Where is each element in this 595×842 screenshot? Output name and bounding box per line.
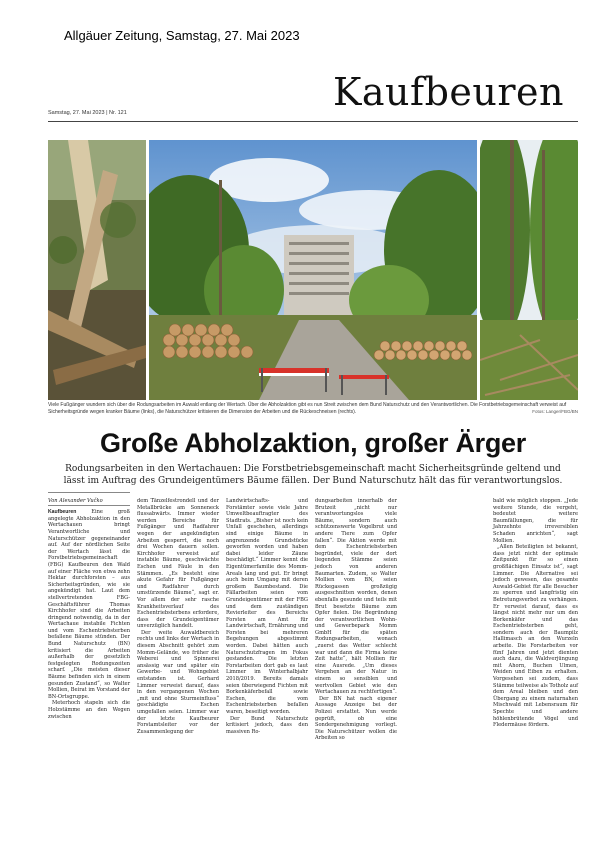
article-paragraph: Der Bund Naturschutz kritisiert jedoch, dass den massiven Ro- [226,715,308,735]
article-column-5 [493,498,578,729]
article-lead-location: Kaufbeuren [48,509,77,516]
photo-strip [48,140,578,400]
source-line: Allgäuer Zeitung, Samstag, 27. Mai 2023 [64,28,300,43]
article-paragraph: dungsarbeiten innerhalb der Brutzeit „nicht nur verantwortungslos viele Bäume, sondern auch schützenswerte Vogelbrut und andere Tiere zum Opfer fallen“. Die Aktion werde mit dem Eschentriebsterben begründet, viele der dort liegenden Stämme seien jedoch von anderen Baumarten. Zudem, so Walter Mollien vom BN, seien Rückegassen großzügig ausgeschnitten worden, denen ebenfalls gesunde und teils mit Brut besetzte Bäume zum Opfer fielen. Die Begründung der verantwortlichen Wohn- und Gewerbepark Momm GmbH für die späten Rodungsarbeiten, wonach „zuerst das Wetter schlecht war und dann die Firma keine Zeit hatte“, hält Mollien für eine Ausrede. „Um dieses Vergehen an der Natur in einem so sensiblen und wertvollen Gebiet wie den Wertachauen zu rechtfertigen“. [315,498,397,696]
photo-diseased-trunks-image [48,140,146,400]
article-paragraph: dem Tänzelfestrondell und der Metallbrücke am Sonneneck flussabwärts. Immer wieder werden Bereiche für Fußgänger und Radfahrer wegen der angekündigten Arbeiten gesperrt, die noch drei Wochen dauern sollen. Kirchhofer verweist auf instabile Bäume, geschwächte Eschen und Fäule in den Stämmen. „Es besteht eine akute Gefahr für Fußgänger und Radfahrer durch umstürzende Bäume“, sagt er. Vor allem der sehr rasche Krankheitsverlauf des Eschentriebsterbens erfordere, dass der Grundeigentümer unverzüglich handelt. [137,498,219,630]
photo-credit: Fotos: Langer/FBG/BN [532,408,578,414]
subhead: Rodungsarbeiten in den Wertachauen: Die Forstbetriebsgemeinschaft macht Sicherheitsgründe geltend und lässt im Auftrag des Grundeigentümers Bäume fällen. Der Bund Naturschutz hält das für verantwortungslos. [63,464,563,486]
article-paragraph: Der BN hat nach eigener Aussage Anzeige bei der Polizei erstattet. Nun werde geprüft, ob eine Sondergenehmigung vorliegt. Die Naturschützer wollen die Arbeiten so [315,695,397,742]
photo-skid-trail [480,140,578,400]
byline-rule [48,492,130,493]
byline-divider [48,505,130,506]
photo-wertachauen-path-image [149,140,477,400]
photo-diseased-trunks [48,140,146,400]
article-column-1 [48,498,130,720]
article-paragraph: Landwirtschafts- und Forstämter sowie viele Jahre Umweltbeauftragter des Stadtrats. „Bisher ist noch kein Unfall geschehen, allerdings sind einige Bäume in angrenzende Grundstücke geworfen worden und haben dabei leider Zäune beschädigt.“ Limmer kennt die Eigentümerfamilie des Momm-Areals lang und gut. Er bringt auch beim Umgang mit deren großem Baumbestand. Die Fällarbeiten seien vom Grundeigentümer mit der FBG und dem zuständigen Revierleiter des Bereichs Forsten am Amt für Landwirtschaft, Ernährung und Forsten bei mehreren Begehungen abgestimmt worden. Dabei hätten auch Naturschutzfragen im Fokus gestanden. Die letzten Forstarbeiten dort gab es laut Limmer im Winterhalbjahr 2018/2019. Bereits damals seien überwiegend Fichten mit Borkenkäferbefall sowie Eschen, die vom Eschentriebsterben befallen waren, beseitigt worden. [226,498,308,715]
dateline: Samstag, 27. Mai 2023 | Nr. 121 [48,110,127,116]
section-title: Kaufbeuren [333,70,564,114]
article-column-2 [137,498,219,735]
byline: Von Alexander Vučko [48,498,103,504]
article-paragraph [48,509,130,700]
article-paragraph: bald wie möglich stoppen. „Jede weitere Stunde, die vergeht, bedeutet weitere Baumfällungen, die für Jahrzehnte irreversiblen Schaden anrichten“, sagt Mollien. [493,498,578,544]
photo-caption [48,402,578,415]
article-paragraph: „Allen Beteiligten ist bekannt, dass jetzt nicht der optimale Zeitpunkt für so einen großflächigen Einsatz ist“, sagt Limmer. Die Alternative sei jedoch gewesen, das gesamte Auwald-Gebiet für alle Besucher zu sperren und langfristig ein Betretungsverbot zu verhängen. Er verweist darauf, dass es längst nicht mehr nur um den Borkenkäfer und das Eschentriebsterben geht, sondern auch der Baumpilz Hallimasch an den Wurzeln arbeite. Die Forstarbeiten vor fünf Jahren und jetzt dienten auch dazu, die Waldverjüngung mit Ahorn, Buchen Ulmen, Weiden und Eiben zu erhalten. Vorgesehen sei zudem, dass Stämme teilweise als Totholz auf dem Areal bleiben und den Übergang zu einem naturnahen Mischwald mit Lebensraum für Spechte und andere höhlenbrütende Vögel und Fledermäuse fördern. [493,544,578,729]
caption-text: Viele Fußgänger wundern sich über die Rodungsarbeiten im Auwald entlang der Wertach. Über die Abholzaktion gibt es nun Streit zwischen dem Bund Naturschutz und den Verantwortlichen. Die Forstbetriebsgemeinschaft verweist auf Sicherheitsgründe wegen kranker Bäume (links), die Naturschützer kritisieren die Dimension der Arbeiten und die Rückeschneisen (rechts). [48,402,567,415]
article-column-3 [226,498,308,735]
article-column-4 [315,498,397,742]
article-paragraph: Der weite Auwaldbereich rechts und links der Wertach in diesem Abschnitt gehört zum Momm-Gelände, wo früher die Weberei und Spinnerei ansässig war und später ein Gewerbe- und Wohngebiet entstanden ist. Gerhard Limmer verweist darauf, dass in den vergangenen Wochen „mit und ohne Sturmeinfluss“ geschädigte Eschen umgefallen seien. Limmer war der letzte Kaufbeurer Forstamtsleiter vor der Zusammenlegung der [137,629,219,735]
article-paragraph: Meterhoch stapeln sich die Holzstämme an den Wegen zwischen [48,700,130,720]
article-text: Eine groß angelegte Abholzaktion in den Wertachauen bringt Verantwortliche und Naturschützer gegeneinander auf. Auf der nördlichen Seite der Wertach lässt die Forstbetriebsgemeinschaft (FBG) Kaufbeuren den Wald auf einer Fläche von etwa zehn Hektar durchforsten – aus Sicherheitsgründen, wie sie angekündigt hat. Laut dem stellvertretenden FBG-Geschäftsführer Thomas Kirchhofer sind die Arbeiten dringend notwendig, da in der Wertachaue instabile Fichten und vom Eschentriebsterben befallene Bäume stünden. Der Bund Naturschutz (BN) kritisiert die Arbeiten außerhalb der gesetzlich festgelegten Rodungszeiten scharf. „Die meisten dieser Bäume befinden sich in einem gesunden Zustand“, so Walter Mollien, Beirat im Vorstand der BN-Ortsgruppe. [48,509,130,700]
photo-skid-trail-image [480,140,578,400]
headline: Große Abholzaktion, großer Ärger [100,428,526,458]
article-body [48,498,578,838]
masthead-rule [48,121,578,122]
photo-wertachauen-path [149,140,477,400]
masthead [48,70,578,122]
